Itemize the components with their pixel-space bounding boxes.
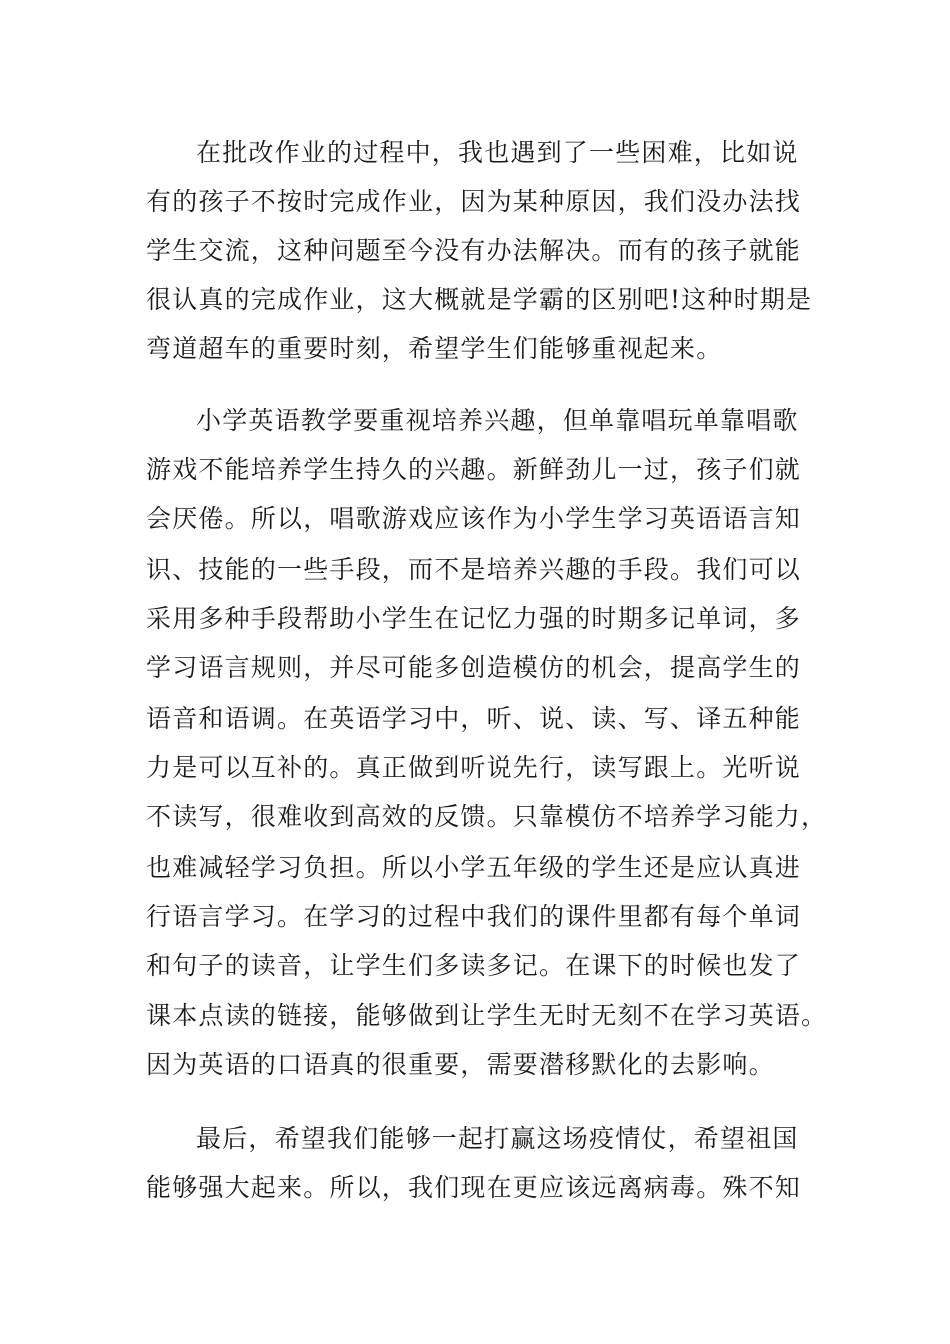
paragraph-2-line-3: 会厌倦。所以，唱歌游戏应该作为小学生学习英语语言知 bbox=[146, 504, 802, 533]
paragraph-2-line-12: 和句子的读音，让学生们多读多记。在课下的时候也发了 bbox=[146, 951, 802, 980]
paragraph-2-line-2: 游戏不能培养学生持久的兴趣。新鲜劲儿一过，孩子们就 bbox=[146, 455, 802, 484]
paragraph-2-line-4: 识、技能的一些手段，而不是培养兴趣的手段。我们可以 bbox=[146, 555, 802, 584]
paragraph-3-line-2: 能够强大起来。所以，我们现在更应该远离病毒。殊不知 bbox=[146, 1173, 802, 1202]
paragraph-2-line-11: 行语言学习。在学习的过程中我们的课件里都有每个单词 bbox=[146, 902, 802, 931]
paragraph-2-line-13: 课本点读的链接，能够做到让学生无时无刻不在学习英语。 bbox=[146, 1001, 828, 1030]
paragraph-1-line-3: 学生交流，这种问题至今没有办法解决。而有的孩子就能 bbox=[146, 236, 802, 265]
paragraph-1-line-4: 很认真的完成作业，这大概就是学霸的区别吧!这种时期是 bbox=[146, 285, 813, 314]
paragraph-2-line-5: 采用多种手段帮助小学生在记忆力强的时期多记单词，多 bbox=[146, 604, 802, 633]
paragraph-1-line-1: 在批改作业的过程中，我也遇到了一些困难，比如说 bbox=[196, 138, 799, 167]
paragraph-2-line-1: 小学英语教学要重视培养兴趣，但单靠唱玩单靠唱歌 bbox=[196, 406, 799, 435]
paragraph-2-line-14: 因为英语的口语真的很重要，需要潜移默化的去影响。 bbox=[146, 1050, 775, 1079]
paragraph-2-line-7: 语音和语调。在英语学习中，听、说、读、写、译五种能 bbox=[146, 704, 802, 733]
paragraph-1-line-2: 有的孩子不按时完成作业，因为某种原因，我们没办法找 bbox=[146, 187, 802, 216]
paragraph-1-line-5: 弯道超车的重要时刻，希望学生们能够重视起来。 bbox=[146, 334, 723, 363]
paragraph-3-line-1: 最后，希望我们能够一起打赢这场疫情仗，希望祖国 bbox=[196, 1124, 799, 1153]
paragraph-2-line-9: 不读写，很难收到高效的反馈。只靠模仿不培养学习能力， bbox=[146, 802, 828, 831]
paragraph-2-line-8: 力是可以互补的。真正做到听说先行，读写跟上。光听说 bbox=[146, 753, 802, 782]
paragraph-2-line-10: 也难减轻学习负担。所以小学五年级的学生还是应认真进 bbox=[146, 853, 802, 882]
paragraph-2-line-6: 学习语言规则，并尽可能多创造模仿的机会，提高学生的 bbox=[146, 653, 802, 682]
